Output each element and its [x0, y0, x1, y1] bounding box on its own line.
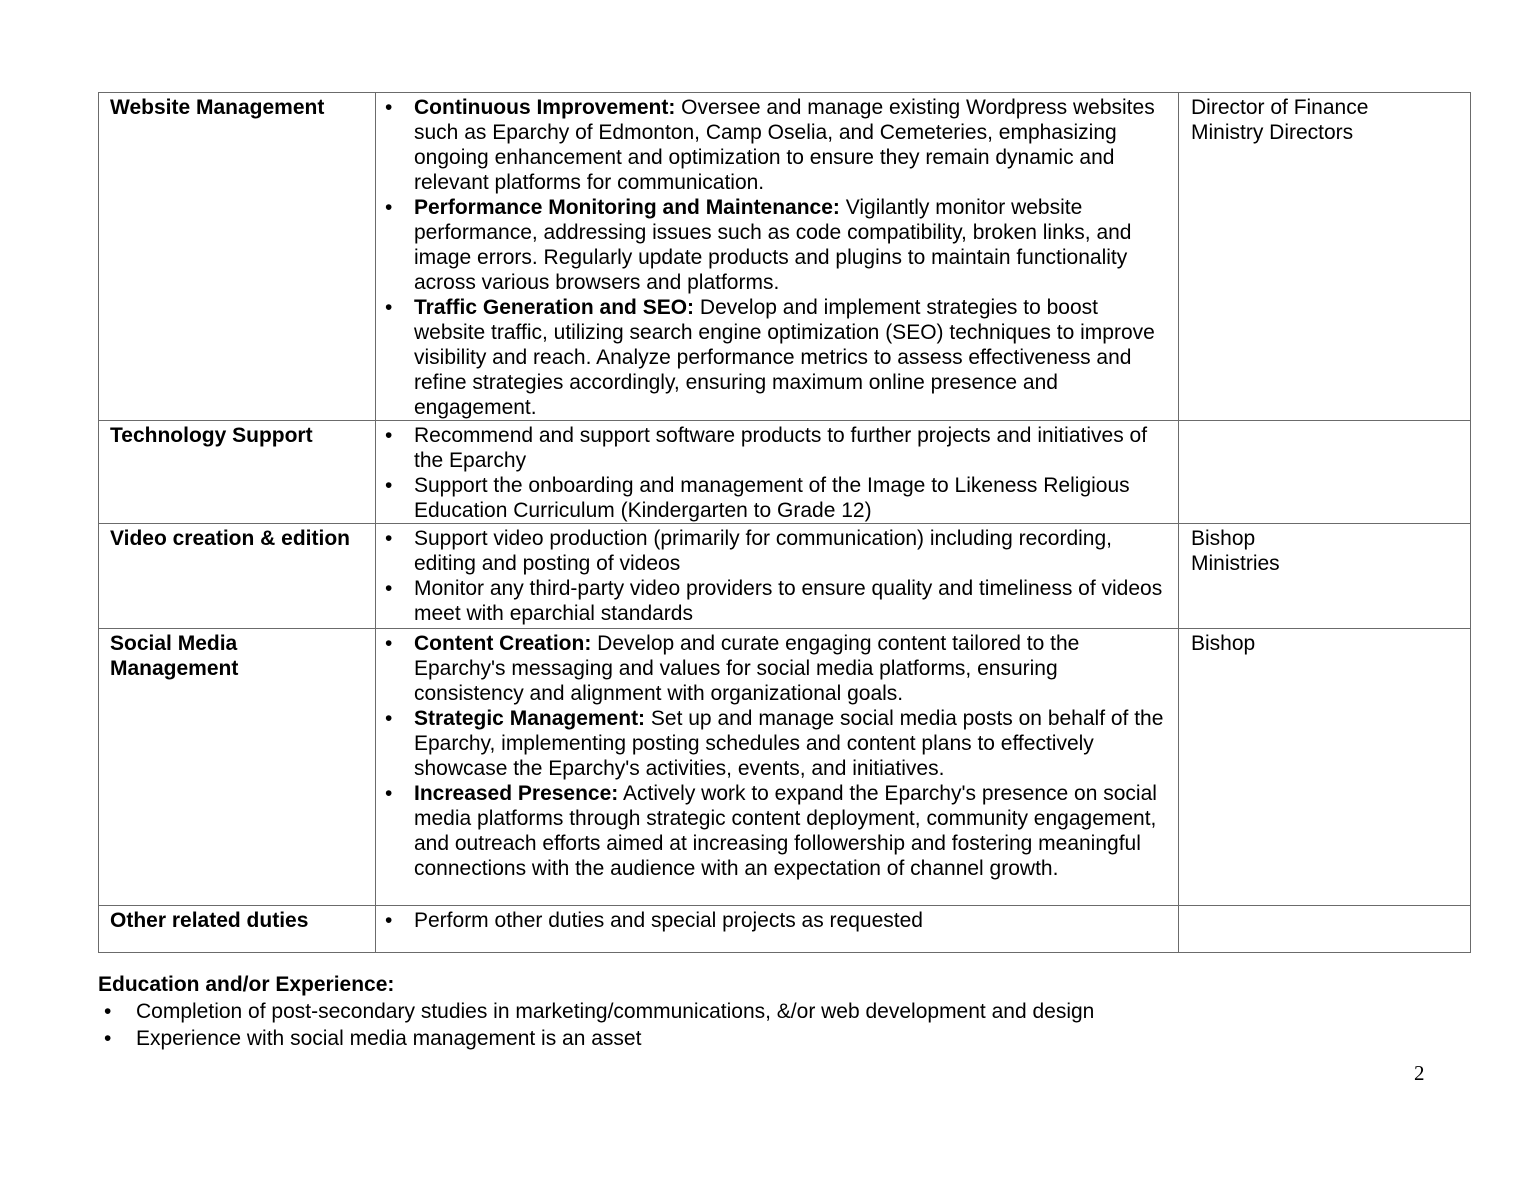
- duty-category: Website Management: [110, 96, 325, 119]
- responsible-entry: Ministries: [1191, 552, 1280, 575]
- bullet-text: Vigilantly monitor website performance, addressing issues such as code compatibility, broken links, and image errors. Regularly update products and plugins to maintain functionality across various browsers and platforms.: [414, 196, 1132, 294]
- bullet-text: Support the onboarding and management of the Image to Likeness Religious Education Curriculum (Kindergarten to Grade 12): [414, 474, 1130, 522]
- bullet-text: Support video production (primarily for communication) including recording, editing and posting of videos: [414, 527, 1112, 575]
- responsible-entry: Bishop: [1191, 632, 1256, 655]
- duty-category: Social Media Management: [110, 632, 239, 680]
- education-section: [98, 971, 1478, 1052]
- bullet-icon: •: [385, 632, 393, 655]
- list-item: [376, 423, 1170, 473]
- bullet-content: [414, 782, 1157, 880]
- bullet-lead: Traffic Generation and SEO:: [414, 296, 695, 319]
- bullet-content: [414, 909, 923, 932]
- duty-category: Technology Support: [110, 424, 313, 447]
- responsible-entry: Ministry Directors: [1191, 121, 1354, 144]
- duty-category-cell: [99, 629, 376, 906]
- duties-table: [98, 92, 1471, 953]
- table-row: [99, 629, 1471, 906]
- bullet-content: [414, 296, 1155, 419]
- duty-category-cell: [99, 524, 376, 629]
- bullet-icon: •: [104, 1027, 112, 1050]
- bullet-icon: •: [385, 96, 393, 119]
- list-item: [376, 95, 1170, 195]
- bullet-content: [414, 632, 1079, 705]
- bullet-icon: •: [385, 909, 393, 932]
- duty-details-cell: [376, 629, 1179, 906]
- bullet-text: Recommend and support software products to further projects and initiatives of the Eparchy: [414, 424, 1148, 472]
- list-item: [376, 908, 1170, 933]
- bullet-content: [414, 577, 1162, 625]
- bullet-icon: •: [385, 196, 393, 219]
- bullet-icon: •: [385, 424, 393, 447]
- bullet-lead: Increased Presence:: [414, 782, 619, 805]
- list-item: [376, 295, 1170, 420]
- bullet-icon: •: [385, 782, 393, 805]
- bullet-content: [414, 474, 1130, 522]
- education-heading: Education and/or Experience:: [98, 973, 395, 996]
- bullet-text: Completion of post-secondary studies in marketing/communications, &/or web development and design: [136, 1000, 1095, 1023]
- education-item: [98, 998, 1478, 1025]
- list-item: [376, 576, 1170, 626]
- bullet-text: Monitor any third-party video providers to ensure quality and timeliness of videos meet with eparchial standards: [414, 577, 1163, 625]
- responsible-entry: Director of Finance: [1191, 96, 1369, 119]
- bullet-icon: •: [385, 527, 393, 550]
- duty-category: Video creation & edition: [110, 527, 350, 550]
- responsible-cell: [1179, 629, 1471, 906]
- table-row: [99, 524, 1471, 629]
- bullet-text: Oversee and manage existing Wordpress websites such as Eparchy of Edmonton, Camp Oselia, and Cemeteries, emphasizing ongoing enhancement and optimization to ensure they remain dynamic and relevant platforms for communication.: [414, 96, 1155, 194]
- table-row: [99, 421, 1471, 524]
- responsible-cell: [1179, 421, 1471, 524]
- duty-details-cell: [376, 421, 1179, 524]
- bullet-icon: •: [385, 707, 393, 730]
- page-number: 2: [1414, 1061, 1425, 1085]
- list-item: [376, 195, 1170, 295]
- bullet-lead: Performance Monitoring and Maintenance:: [414, 196, 840, 219]
- table-row: [99, 906, 1471, 953]
- responsible-cell: [1179, 524, 1471, 629]
- duty-details-cell: [376, 524, 1179, 629]
- bullet-text: Actively work to expand the Eparchy's presence on social media platforms through strategic content deployment, community engagement, and outreach efforts aimed at increasing followership and fostering meaningful connections with the audience with an expectation of channel growth.: [414, 782, 1157, 880]
- bullet-icon: •: [385, 577, 393, 600]
- bullet-content: [414, 96, 1155, 194]
- list-item: [376, 631, 1170, 706]
- bullet-text: Perform other duties and special projects as requested: [414, 909, 923, 932]
- bullet-content: [414, 527, 1112, 575]
- list-item: [376, 706, 1170, 781]
- bullet-text: Experience with social media management is an asset: [136, 1027, 642, 1050]
- bullet-lead: Content Creation:: [414, 632, 592, 655]
- bullet-icon: •: [104, 1000, 112, 1023]
- duty-details-cell: [376, 906, 1179, 953]
- list-item: [376, 781, 1170, 881]
- bullet-content: [414, 196, 1131, 294]
- duty-category-cell: [99, 421, 376, 524]
- responsible-cell: [1179, 906, 1471, 953]
- bullet-text: Develop and implement strategies to boost website traffic, utilizing search engine optimization (SEO) techniques to improve visibility and reach. Analyze performance metrics to assess effectiveness and refine strategies accordingly, ensuring maximum online presence and engagement.: [414, 296, 1155, 419]
- responsible-entry: Bishop: [1191, 527, 1256, 550]
- bullet-text: Develop and curate engaging content tailored to the Eparchy's messaging and values for social media platforms, ensuring consistency and alignment with organizational goals.: [414, 632, 1080, 705]
- education-item: [98, 1025, 1478, 1052]
- duty-category: Other related duties: [110, 909, 309, 932]
- bullet-lead: Continuous Improvement:: [414, 96, 676, 119]
- list-item: [376, 526, 1170, 576]
- bullet-content: [414, 707, 1163, 780]
- duty-category-cell: [99, 906, 376, 953]
- table-row: [99, 93, 1471, 421]
- responsible-cell: [1179, 93, 1471, 421]
- list-item: [376, 473, 1170, 523]
- bullet-content: [414, 424, 1147, 472]
- duty-details-cell: [376, 93, 1179, 421]
- bullet-text: Set up and manage social media posts on behalf of the Eparchy, implementing posting schedules and content plans to effectively showcase the Eparchy's activities, events, and initiatives.: [414, 707, 1164, 780]
- duty-category-cell: [99, 93, 376, 421]
- bullet-lead: Strategic Management:: [414, 707, 646, 730]
- bullet-icon: •: [385, 474, 393, 497]
- bullet-icon: •: [385, 296, 393, 319]
